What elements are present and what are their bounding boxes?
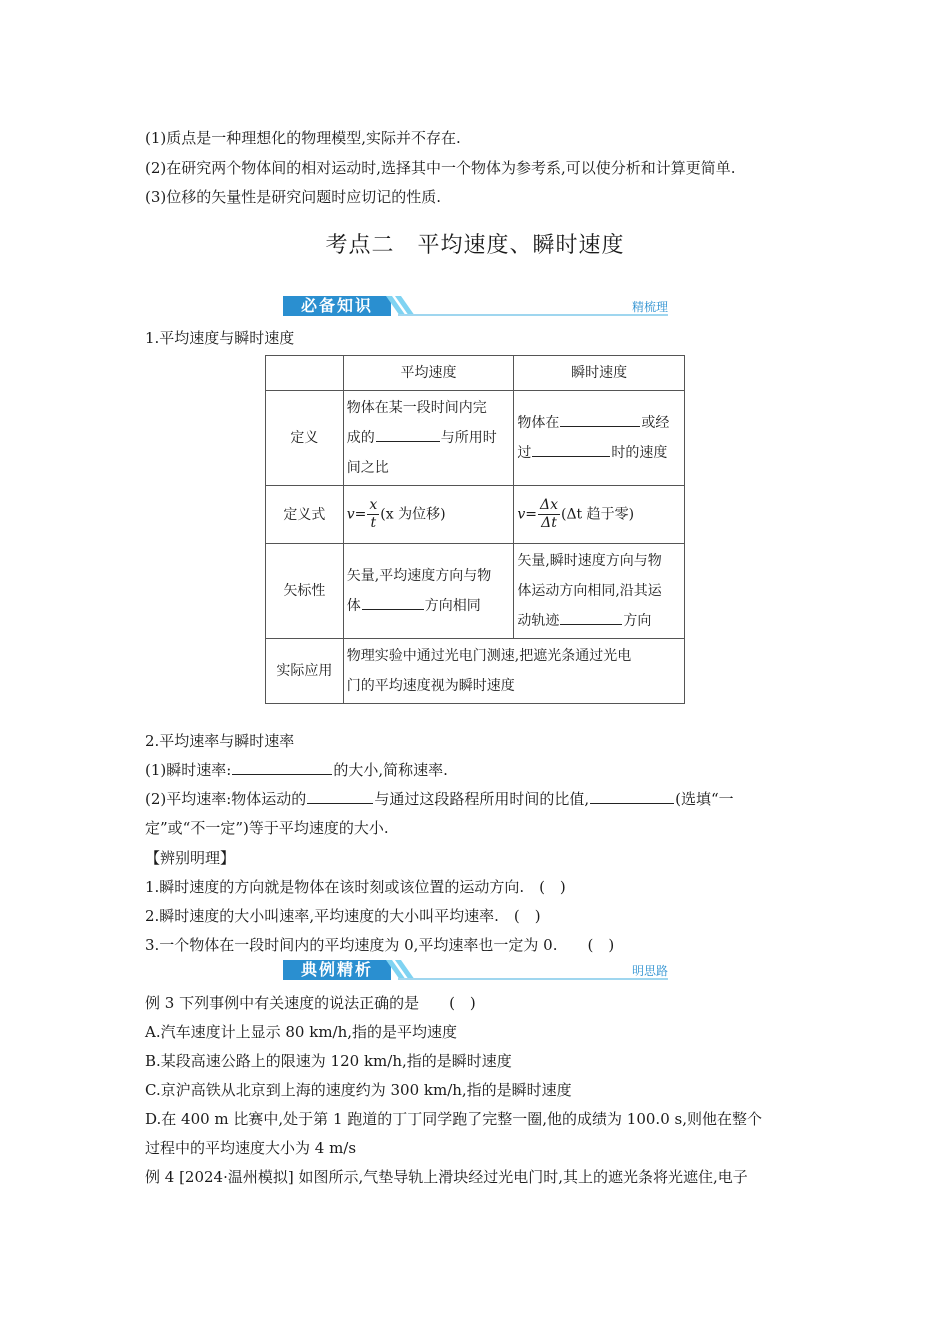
text: 的大小,简称速率. bbox=[333, 761, 448, 779]
banner-subtitle: 明思路 bbox=[631, 964, 668, 978]
answer-blank[interactable] bbox=[560, 610, 622, 625]
banner-subtitle: 精梳理 bbox=[631, 300, 668, 314]
banner-rule bbox=[398, 978, 668, 980]
option-c: C.京沪高铁从北京到上海的速度约为 300 km/h,指的是瞬时速度 bbox=[145, 1081, 572, 1099]
answer-blank[interactable] bbox=[590, 789, 674, 804]
text: (选填“一 bbox=[675, 790, 734, 808]
heading-1: 1.平均速度与瞬时速度 bbox=[145, 329, 295, 347]
text: 门的平均速度视为瞬时速度 bbox=[346, 678, 515, 694]
heading-2: 2.平均速率与瞬时速率 bbox=[145, 732, 295, 750]
section-title: 考点二 平均速度、瞬时速度 bbox=[325, 233, 625, 258]
text: 物体在 bbox=[517, 415, 560, 431]
answer-blank[interactable] bbox=[362, 595, 424, 610]
text: 方向相同 bbox=[424, 598, 481, 614]
answer-blank[interactable] bbox=[376, 427, 440, 442]
option-d-cont: 过程中的平均速度大小为 4 m/s bbox=[145, 1139, 357, 1157]
text: 与通过这段路程所用时间的比值, bbox=[374, 790, 590, 808]
option-d: D.在 400 m 比赛中,处于第 1 跑道的丁丁同学跑了完整一圈,他的成绩为 100.0 s,则他在整个 bbox=[145, 1110, 762, 1128]
cell-def-instant bbox=[514, 391, 685, 486]
cell-vector-average bbox=[343, 544, 514, 639]
rate-2 bbox=[145, 789, 734, 809]
col-header-average: 平均速度 bbox=[343, 356, 514, 391]
banner-rule bbox=[398, 314, 668, 316]
answer-blank[interactable] bbox=[532, 442, 610, 457]
answer-blank[interactable] bbox=[307, 789, 373, 804]
discern-item-1: 1.瞬时速度的方向就是物体在该时刻或该位置的运动方向. ( ) bbox=[145, 878, 566, 896]
table-corner bbox=[266, 356, 344, 391]
text: 方向 bbox=[623, 613, 652, 629]
intro-line-1: (1)质点是一种理想化的物理模型,实际并不存在. bbox=[145, 129, 461, 147]
intro-line-2: (2)在研究两个物体间的相对运动时,选择其中一个物体为参考系,可以使分析和计算更简单. bbox=[145, 159, 736, 177]
row-label-definition: 定义 bbox=[266, 391, 344, 486]
row-label-vector: 矢标性 bbox=[266, 544, 344, 639]
formula-v: v= bbox=[517, 506, 537, 523]
discern-item-2: 2.瞬时速度的大小叫速率,平均速度的大小叫平均速率. ( ) bbox=[145, 907, 541, 925]
row-label-formula: 定义式 bbox=[266, 486, 344, 544]
cell-application bbox=[343, 639, 684, 704]
answer-blank[interactable] bbox=[560, 412, 640, 427]
text: 物理实验中通过光电门测速,把遮光条通过光电 bbox=[346, 648, 632, 664]
text: 过 bbox=[517, 445, 532, 461]
denominator: Δt bbox=[541, 515, 557, 531]
formula-note: (x 为位移) bbox=[380, 506, 446, 523]
option-b: B.某段高速公路上的限速为 120 km/h,指的是瞬时速度 bbox=[145, 1052, 512, 1070]
rate-1 bbox=[145, 760, 448, 780]
option-a: A.汽车速度计上显示 80 km/h,指的是平均速度 bbox=[145, 1023, 458, 1041]
row-label-application: 实际应用 bbox=[266, 639, 344, 704]
text: 矢量,平均速度方向与物 bbox=[346, 568, 492, 584]
text: 体运动方向相同,沿其运 bbox=[517, 583, 662, 599]
comparison-table bbox=[265, 355, 685, 704]
text: 体 bbox=[346, 598, 361, 614]
fraction bbox=[367, 497, 379, 532]
fraction bbox=[538, 497, 560, 532]
text: 物体在某一段时间内完 bbox=[346, 400, 487, 416]
text: (2)平均速率:物体运动的 bbox=[145, 790, 307, 808]
rate-2-cont: 定”或“不一定”)等于平均速度的大小. bbox=[145, 819, 389, 837]
text: 成的 bbox=[346, 430, 375, 446]
example-4: 例 4 [2024·温州模拟] 如图所示,气垫导轨上滑块经过光电门时,其上的遮光条将光遮住,电子 bbox=[145, 1168, 748, 1186]
formula-v: v= bbox=[346, 506, 367, 523]
text: 时的速度 bbox=[611, 445, 668, 461]
cell-formula-instant bbox=[514, 486, 685, 544]
banner-essential-knowledge bbox=[283, 296, 668, 320]
cell-def-average bbox=[343, 391, 514, 486]
banner-typical-examples bbox=[283, 960, 668, 984]
cell-formula-average bbox=[343, 486, 514, 544]
text: 矢量,瞬时速度方向与物 bbox=[517, 553, 662, 569]
example-3: 例 3 下列事例中有关速度的说法正确的是 ( ) bbox=[145, 994, 476, 1012]
col-header-instant: 瞬时速度 bbox=[514, 356, 685, 391]
discern-title: 【辨别明理】 bbox=[145, 849, 236, 867]
text: (1)瞬时速率: bbox=[145, 761, 232, 779]
numerator: Δx bbox=[539, 497, 558, 513]
discern-item-3: 3.一个物体在一段时间内的平均速度为 0,平均速率也一定为 0. ( ) bbox=[145, 936, 615, 954]
text: 动轨迹 bbox=[517, 613, 560, 629]
text: 间之比 bbox=[346, 460, 389, 476]
banner-tag: 必备知识 bbox=[283, 296, 391, 316]
text: 与所用时 bbox=[440, 430, 497, 446]
numerator: x bbox=[369, 497, 378, 513]
text: 或经 bbox=[641, 415, 670, 431]
intro-line-3: (3)位移的矢量性是研究问题时应切记的性质. bbox=[145, 188, 442, 206]
banner-tag: 典例精析 bbox=[283, 960, 391, 980]
denominator: t bbox=[370, 515, 377, 531]
formula-note: (Δt 趋于零) bbox=[560, 506, 635, 523]
cell-vector-instant bbox=[514, 544, 685, 639]
answer-blank[interactable] bbox=[232, 760, 332, 775]
